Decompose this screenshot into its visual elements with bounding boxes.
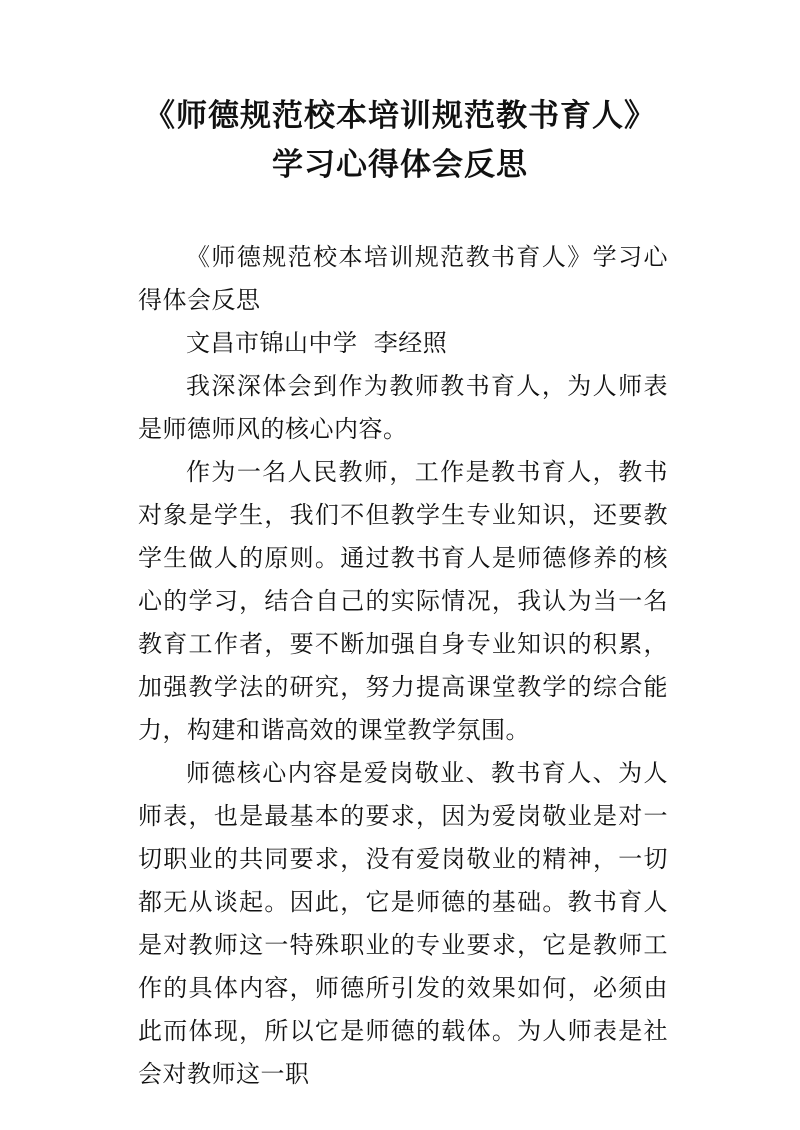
paragraph-subtitle: 《师德规范校本培训规范教书育人》学习心得体会反思: [138, 243, 668, 314]
title-line-1: 《师德规范校本培训规范教书育人》: [144, 98, 656, 134]
paragraph-author: 文昌市锦山中学 李经照: [186, 329, 448, 357]
title-line-2: 学习心得体会反思: [272, 147, 528, 183]
paragraph-2: 作为一名人民教师，工作是教书育人，教书对象是学生，我们不但教学生专业知识，还要教学生做人的原则。通过教书育人是师德修养的核心的学习，结合自己的实际情况，我认为当一名教育工作者，要不断加强自身专业知识的积累，加强教学法的研究，努力提高课堂教学的综合能力，构建和谐高效的课堂教学氛围。: [138, 458, 668, 744]
document-title: [0, 92, 800, 190]
document-body: [138, 236, 668, 1096]
paragraph-3: 师德核心内容是爱岗敬业、教书育人、为人师表，也是最基本的要求，因为爱岗敬业是对一切职业的共同要求，没有爱岗敬业的精神，一切都无从谈起。因此，它是师德的基础。教书育人是对教师这一特殊职业的专业要求，它是教师工作的具体内容，师德所引发的效果如何，必须由此而体现，所以它是师德的载体。为人师表是社会对教师这一职: [138, 759, 668, 1088]
paragraph-1: 我深深体会到作为教师教书育人，为人师表是师德师风的核心内容。: [138, 372, 668, 443]
